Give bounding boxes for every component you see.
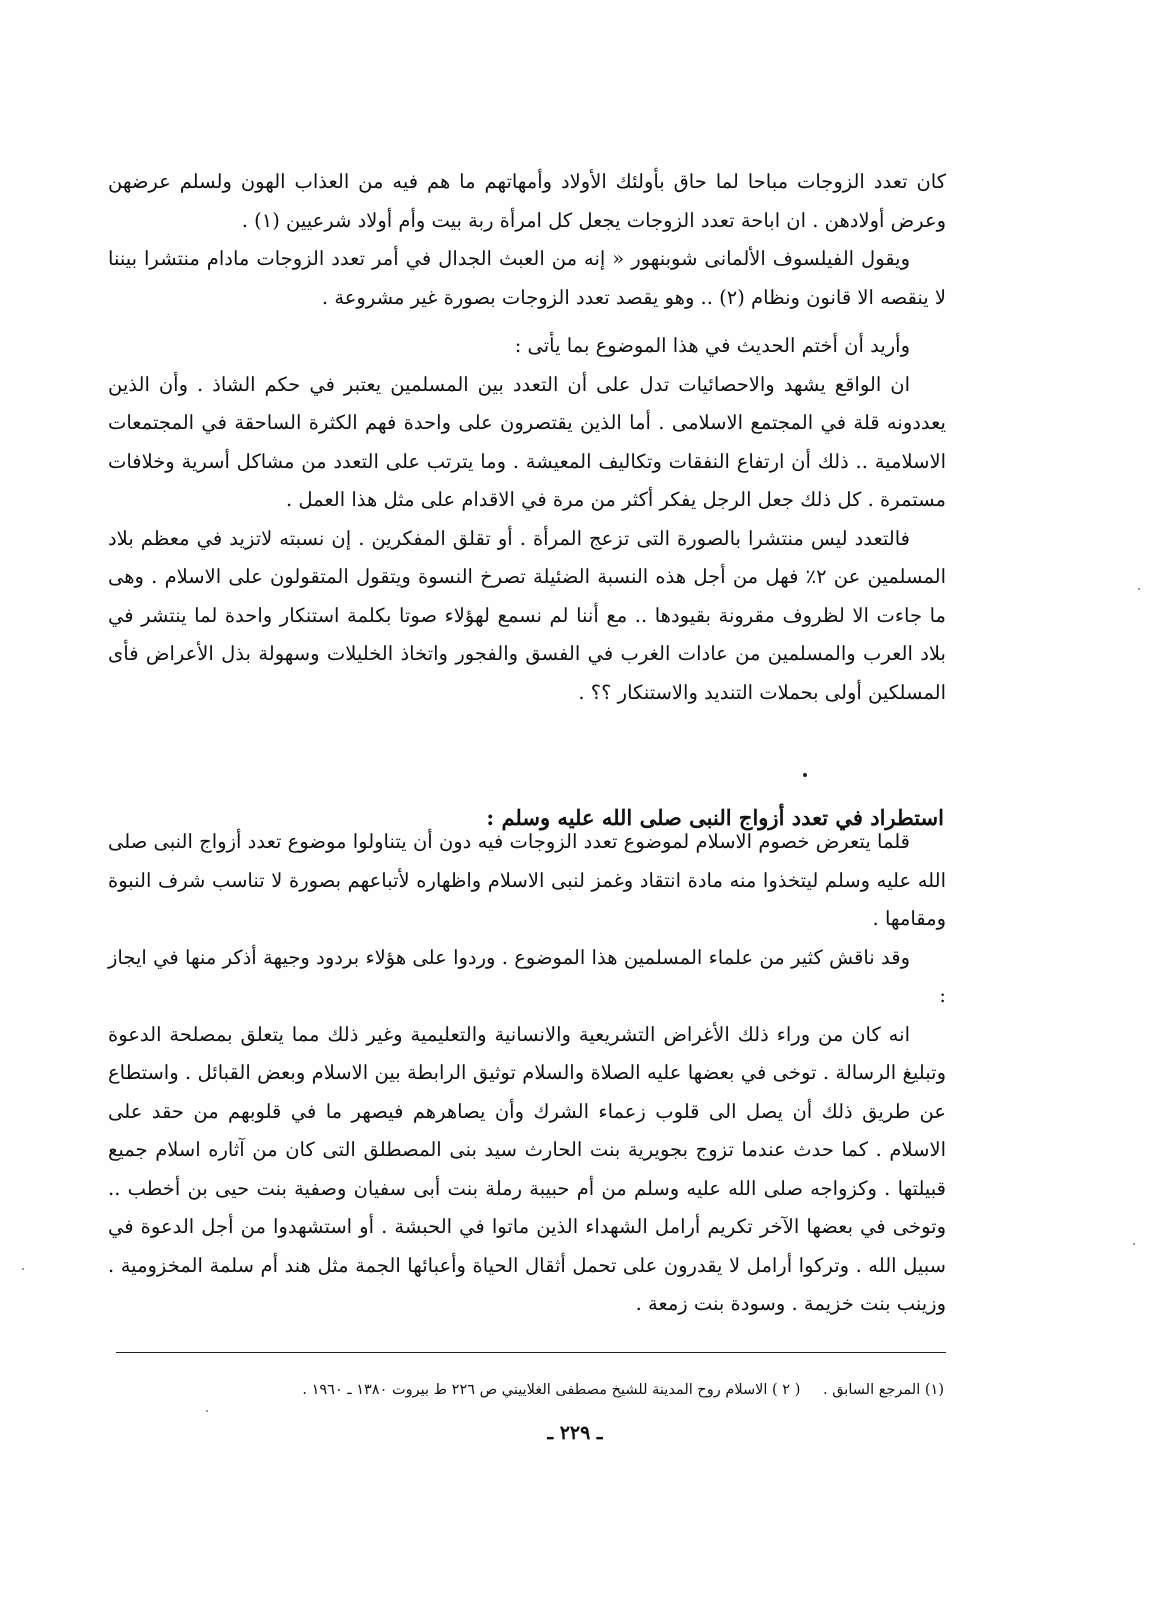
scan-speck [22,1268,24,1270]
paragraph-5: فالتعدد ليس منتشرا بالصورة التى تزعج المرأة . أو تقلق المفكرين . إن نسبته لاتزيد في معظم بلاد المسلمين عن ٢٪ فهل من أجل هذه النسبة الضئيلة تصرخ النسوة ويتقول المتقولون على الاسلام . وهى ما جاءت الا لظروف مقرونة بقيودها .. مع أننا لم نسمع لهؤلاء صوتا بكلمة استنكار واحدة لما ينتشر في بلاد العرب والمسلمين من عادات الغرب في الفسق والفجور واتخاذ الخليلات وسهولة بذل الأعراض فأى المسلكين أولى بحملات التنديد والاستنكار ؟؟ . [108,526,947,704]
section-heading: استطراد في تعدد أزواج النبى صلى الله عليه وسلم : [486,805,944,830]
scan-speck [1138,588,1140,590]
scan-speck [1133,1243,1135,1245]
paragraph-8: انه كان من وراء ذلك الأغراض التشريعية والانسانية والتعليمية وغير ذلك مما يتعلق بمصلحة الدعوة وتبليغ الرسالة . توخى في بعضها عليه الصلاة والسلام توثيق الرابطة بين الاسلام وبعض القبائل . واستطاع عن طريق ذلك أن يصل الى قلوب زعماء الشرك وأن يصاهرهم فيصهر ما في قلوبهم من حقد على الاسلام . كما حدث عندما تزوج بجويرية بنت الحارث سيد بنى المصطلق التى كان من آثاره اسلام جميع قبيلتها . وكزواجه صلى الله عليه وسلم من أم حبيبة رملة بنت أبى سفيان وصفية بنت حيى بن أخطب .. وتوخى في بعضها الآخر تكريم أرامل الشهداء الذين ماتوا في الحبشة . أو استشهدوا من أجل الدعوة في سبيل الله . وتركوا أرامل لا يقدرون على تحمل أثقال الحياة وأعبائها الجمة مثل هند أم سلمة المخزومية . وزينب بنت خزيمة . وسودة بنت زمعة . [108,1022,946,1315]
paragraph-3: وأريد أن أختم الحديث في هذا الموضوع بما يأتى : [514,334,910,357]
footnote-2: ( ٢ ) الاسلام روح المدينة للشيخ مصطفى الغلاييني ص ٢٢٦ ط بيروت ١٣٨٠ ـ ١٩٦٠ . [302,1382,801,1398]
paragraph-2: ويقول الفيلسوف الألمانى شوبنهور « إنه من العبث الجدال في أمر تعدد الزوجات مادام منتشرا بيننا لا ينقصه الا قانون ونظام (٢) .. وهو يقصد تعدد الزوجات بصورة غير مشروعة . [108,247,946,309]
footnotes [284,1382,944,1398]
footnote-1: (١) المرجع السابق . [822,1382,944,1398]
lower-text-block [108,823,946,1324]
page-number: ـ ٢٢٩ ـ [547,1422,603,1444]
stray-dot [803,773,807,777]
paragraph-7: وقد ناقش كثير من علماء المسلمين هذا الموضوع . وردوا على هؤلاء بردود وجيهة أذكر منها في ايجاز : [108,945,946,1007]
upper-text-block [108,163,946,712]
scan-speck [206,1410,208,1412]
footnote-divider [116,1352,946,1353]
paragraph-1: كان تعدد الزوجات مباحا لما حاق بأولئك الأولاد وأمهاتهم ما هم فيه من العذاب الهون ولسلم عرضهن وعرض أولادهن . ان اباحة تعدد الزوجات يجعل كل امرأة ربة بيت وأم أولاد شرعيين (١) . [108,170,946,232]
paragraph-6: قلما يتعرض خصوم الاسلام لموضوع تعدد الزوجات فيه دون أن يتناولوا موضوع تعدد أزواج النبى صلى الله عليه وسلم ليتخذوا منه مادة انتقاد وغمز لنبى الاسلام واظهاره لأتباعهم بصورة لا تناسب شرف النبوة ومقامها . [108,830,946,930]
paragraph-4: ان الواقع يشهد والاحصائيات تدل على أن التعدد بين المسلمين يعتبر في حكم الشاذ . وأن الذين يعددونه قلة في المجتمع الاسلامى . أما الذين يقتصرون على واحدة فهم الكثرة الساحقة في المجتمعات الاسلامية .. ذلك أن ارتفاع النفقات وتكاليف المعيشة . وما يترتب على التعدد من مشاكل أسرية وخلافات مستمرة . كل ذلك جعل الرجل يفكر أكثر من مرة في الاقدام على مثل هذا العمل . [108,372,946,511]
